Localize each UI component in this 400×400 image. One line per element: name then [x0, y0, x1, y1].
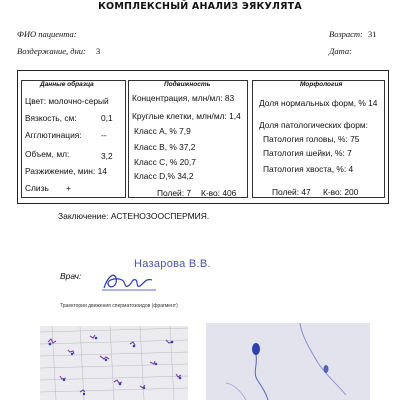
- motility-count: К-во: 406: [201, 188, 237, 198]
- abstinence-value: 3: [96, 46, 101, 56]
- morphology-heading: Морфология: [300, 81, 343, 88]
- date-label: Дата:: [329, 46, 352, 56]
- patient-label: ФИО пациента:: [17, 29, 77, 39]
- mucus-value: +: [66, 183, 71, 193]
- neck-pathology: Патология шейки, %: 7: [263, 148, 352, 158]
- trajectory-image: [40, 326, 188, 400]
- morphology-count: К-во: 200: [323, 187, 359, 197]
- normal-forms: Доля нормальных форм, % 14: [259, 98, 378, 108]
- volume-value: 3,2: [101, 151, 113, 161]
- sperm-micrograph: [206, 323, 370, 400]
- class-d: Класс D,% 34,2: [134, 171, 194, 181]
- motility-heading: Подвижность: [164, 81, 211, 88]
- image-caption: Траектории движения сперматозоидов (фрагмент): [60, 303, 178, 309]
- motility-fields: Полей: 7: [157, 188, 192, 198]
- viscosity-label: Вязкость, см:: [25, 113, 77, 123]
- viscosity-value: 0,1: [101, 113, 113, 123]
- agglutination-label: Агглютинация:: [25, 130, 82, 140]
- class-a: Класс А, % 7,9: [134, 126, 191, 136]
- doctor-stamp-name: Назарова В.В.: [134, 258, 211, 270]
- abstinence-label: Воздержание, дни:: [17, 46, 86, 56]
- report-title: КОМПЛЕКСНЫЙ АНАЛИЗ ЭЯКУЛЯТА: [98, 1, 302, 12]
- liquefaction: Разжижение, мин: 14: [25, 166, 107, 176]
- doctor-signature: [98, 268, 160, 296]
- sample-heading: Данные образца: [40, 81, 94, 88]
- conclusion: Заключение: АСТЕНОЗООСПЕРМИЯ.: [58, 211, 210, 221]
- doctor-label: Врач:: [60, 271, 82, 281]
- tail-pathology: Патология хвоста, %: 4: [263, 164, 354, 174]
- mucus-label: Слизь: [25, 183, 49, 193]
- concentration: Концентрация, млн/мл: 83: [132, 93, 235, 103]
- agglutination-value: --: [101, 130, 107, 140]
- class-c: Класс С, % 20,7: [134, 157, 196, 167]
- pathological-heading: Доля патологических форм:: [259, 120, 368, 130]
- age-value: 31: [368, 29, 377, 39]
- sample-color: Цвет: молочно-серый: [25, 96, 109, 106]
- round-cells: Круглые клетки, млн/мл: 1,4: [132, 111, 241, 121]
- age-label: Возраст:: [329, 29, 363, 39]
- morphology-fields: Полей: 47: [272, 187, 311, 197]
- class-b: Класс В, % 37,2: [134, 142, 196, 152]
- head-pathology: Патология головы, %: 75: [263, 134, 360, 144]
- volume-label: Объем, мл:: [25, 149, 70, 159]
